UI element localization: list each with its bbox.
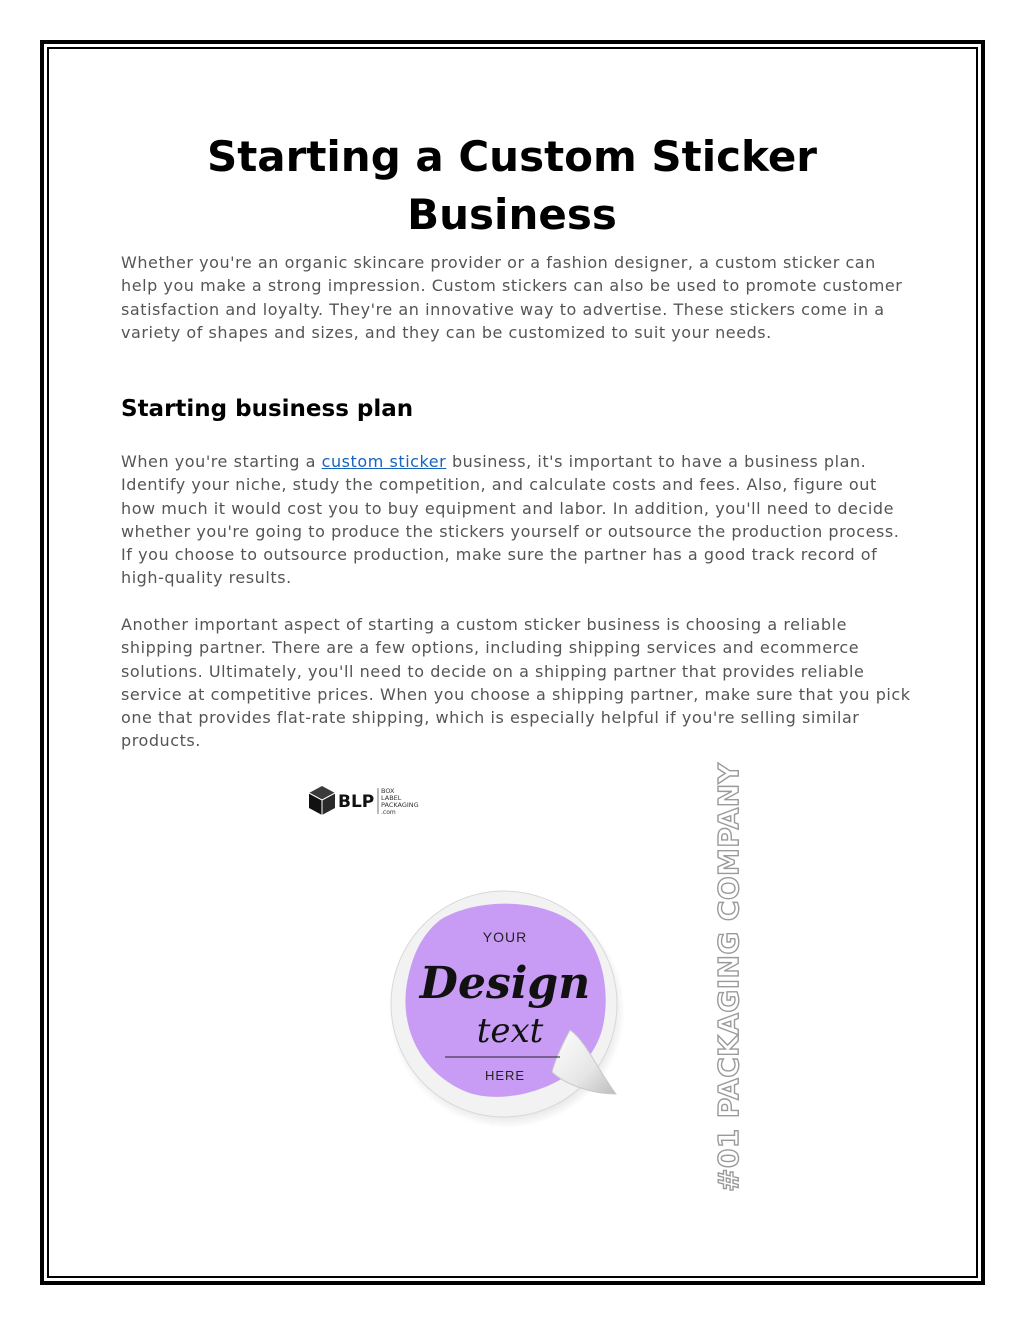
vertical-watermark-text: #01 PACKAGING COMPANY (712, 762, 745, 1192)
business-plan-paragraph (121, 450, 911, 590)
shipping-paragraph: Another important aspect of starting a custom sticker business is choosing a reliable shipping partner. There are a few options, including shipping services and ecommerce solutions. Ultimately, you'll need to decide on a shipping partner that provides reliable service at competitive prices. When you choose a shipping partner, make sure that you pick one that provides flat-rate shipping, which is especially helpful if you're selling similar products. (121, 615, 911, 751)
logo-line-3: PACKAGING (381, 801, 419, 809)
sticker-top-text: YOUR (482, 929, 528, 945)
sticker-script-1: Design (419, 958, 591, 1009)
custom-sticker-link[interactable]: custom sticker (321, 452, 447, 471)
sticker-illustration (380, 880, 630, 1130)
sticker-bottom-text: HERE (484, 1068, 526, 1083)
paragraph-text-after-link: business, it's important to have a business plan. Identify your niche, study the competition, and calculate costs and fees. Also, figure out how much it would cost you to buy equipment and labor. In addition, you'll need to decide whether you're going to produce the stickers yourself or outsource the production process. If you choose to outsource production, make sure the partner has a good track record of high-quality results. (121, 452, 900, 588)
cube-icon (309, 786, 335, 815)
logo-line-4: .com (381, 809, 396, 816)
section-heading: Starting business plan (121, 396, 414, 422)
logo-mark: BLP (338, 792, 375, 812)
page-title: Starting a Custom Sticker Business (206, 132, 818, 239)
blp-logo (306, 781, 436, 821)
logo-line-2: LABEL (381, 794, 402, 802)
paragraph-text-before-link: When you're starting a (121, 452, 322, 471)
intro-paragraph: Whether you're an organic skincare provider or a fashion designer, a custom sticker can help you make a strong impression. Custom stickers can also be used to promote customer satisfaction and loyalty. They're an innovative way to advertise. These stickers come in a variety of shapes and sizes, and they can be customized to suit your needs. (121, 253, 903, 342)
sticker-script-2: text (476, 1011, 544, 1051)
logo-line-1: BOX (381, 787, 395, 795)
